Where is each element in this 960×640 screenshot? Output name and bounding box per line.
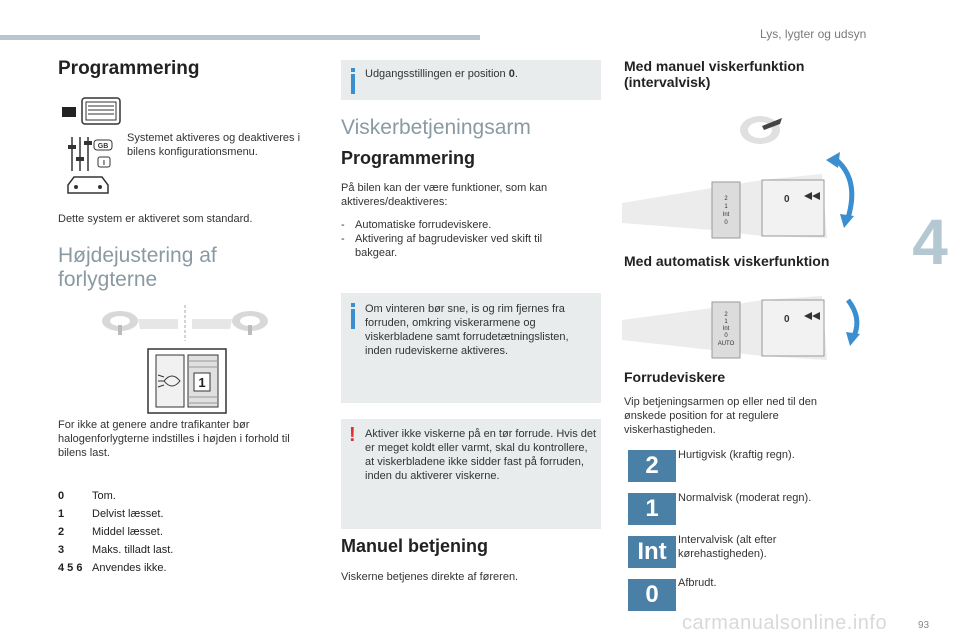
watermark: carmanualsonline.info bbox=[682, 612, 888, 634]
programmering-list bbox=[341, 218, 596, 260]
header-bar bbox=[0, 35, 480, 40]
heading-programmering: Programmering bbox=[58, 58, 200, 79]
position-text: Hurtigvisk (kraftig regn). bbox=[678, 449, 795, 461]
headlamp-note: For ikke at genere andre trafikanter bør halogenforlygterne indstilles i højden i forhold til bilens last. bbox=[58, 419, 290, 459]
lever-label: AUTO bbox=[717, 341, 735, 347]
warning-icon: ! bbox=[349, 424, 356, 446]
screen-icon bbox=[62, 98, 120, 124]
list-item: - Automatiske forrudeviskere. bbox=[341, 219, 492, 231]
heading-hojdejustering: Højdejustering af forlygterne bbox=[58, 244, 217, 291]
down-arrow-icon bbox=[846, 300, 860, 346]
svg-text:0: 0 bbox=[784, 194, 790, 205]
headlamp-dial-icon bbox=[148, 349, 226, 413]
standard-text: Dette system er aktiveret som standard. bbox=[58, 213, 253, 225]
rotate-arrows-icon bbox=[826, 152, 854, 228]
list-item: 3 Maks. tilladt last. bbox=[58, 544, 174, 556]
heading-automatisk-viskerfunktion: Med automatisk viskerfunktion bbox=[624, 253, 830, 269]
headlamp-adjust-illustration bbox=[100, 303, 270, 418]
lever-label: 2 bbox=[724, 312, 728, 318]
heading-manuel-viskerfunktion: Med manuel viskerfunktion (intervalvisk) bbox=[624, 58, 805, 90]
lever-label: 0 bbox=[724, 333, 728, 339]
position-text: Intervalvisk (alt efter kørehastigheden). bbox=[678, 534, 777, 560]
page-number: 93 bbox=[918, 620, 930, 631]
position-badge: 2 bbox=[628, 450, 676, 482]
config-icons bbox=[58, 95, 128, 200]
lever-label: 2 bbox=[724, 196, 728, 202]
lever-label: Int bbox=[722, 212, 730, 218]
steering-wheel-right-icon bbox=[192, 311, 268, 335]
svg-text:GB: GB bbox=[97, 143, 109, 150]
heading-viskerbetjeningsarm: Viskerbetjeningsarm bbox=[341, 116, 531, 139]
lever-label: Int bbox=[722, 326, 730, 332]
lever-label: 0 bbox=[724, 220, 728, 226]
svg-text:I: I bbox=[103, 160, 105, 167]
section-title: Lys, lygter og udsyn bbox=[760, 27, 867, 41]
position-badge: 0 bbox=[628, 579, 676, 611]
lever-icon bbox=[622, 174, 827, 238]
lever-label: 1 bbox=[724, 204, 728, 210]
car-icon bbox=[68, 177, 108, 193]
info-box-winter: Om vinteren bør sne, is og rim fjernes fra forruden, omkring viskerarmene og viskerbladene samt forrudetætningslisten, inden rudeviskerne aktiveres. bbox=[341, 293, 601, 403]
list-item: - Aktivering af bagrudevisker ved skift til bakgear. bbox=[341, 233, 543, 259]
load-list bbox=[58, 487, 258, 577]
chapter-number: 4 bbox=[912, 206, 948, 278]
forrude-text: Vip betjeningsarmen op eller ned til den ønskede position for at regulere viskerhastigheden. bbox=[624, 396, 818, 436]
steering-wheel-left-icon bbox=[102, 311, 178, 335]
position-text: Normalvisk (moderat regn). bbox=[678, 492, 812, 504]
heading-forrudeviskere: Forrudeviskere bbox=[624, 369, 726, 385]
settings-sliders-icon bbox=[68, 137, 112, 171]
wiper-lever-auto-illustration bbox=[622, 290, 872, 370]
warning-box: ! Aktiver ikke viskerne på en tør forrude. Hvis det er meget koldt eller varmt, skal du kontrollere, at viskerbladene ikke sidder fast på forruden, inden du aktiverer viskerne. bbox=[341, 419, 601, 529]
position-badge: Int bbox=[628, 536, 676, 568]
list-item: 0 Tom. bbox=[58, 490, 116, 502]
svg-text:1: 1 bbox=[198, 375, 206, 390]
config-menu-text: Systemet aktiveres og deaktiveres i bilens konfigurationsmenu. bbox=[127, 132, 301, 158]
lever-label: 1 bbox=[724, 319, 728, 325]
info-icon bbox=[351, 74, 355, 94]
position-text: Afbrudt. bbox=[678, 577, 717, 589]
heading-programmering-2: Programmering bbox=[341, 148, 476, 168]
manuel-text: Viskerne betjenes direkte af føreren. bbox=[341, 571, 519, 583]
lever-icon bbox=[622, 296, 827, 360]
heading-manuel-betjening: Manuel betjening bbox=[341, 536, 489, 556]
svg-text:0: 0 bbox=[784, 314, 790, 325]
programmering-intro: På bilen kan der være funktioner, som kan aktiveres/deaktiveres: bbox=[341, 182, 548, 208]
list-item: 2 Middel læsset. bbox=[58, 526, 163, 538]
list-item: 4 5 6 Anvendes ikke. bbox=[58, 562, 167, 574]
info-icon bbox=[351, 309, 355, 329]
position-badge: 1 bbox=[628, 493, 676, 525]
steering-wheel-icon bbox=[740, 116, 782, 144]
info-box-start-position: Udgangsstillingen er position 0. bbox=[341, 60, 601, 100]
list-item: 1 Delvist læsset. bbox=[58, 508, 164, 520]
wiper-lever-manual-illustration bbox=[622, 108, 872, 248]
